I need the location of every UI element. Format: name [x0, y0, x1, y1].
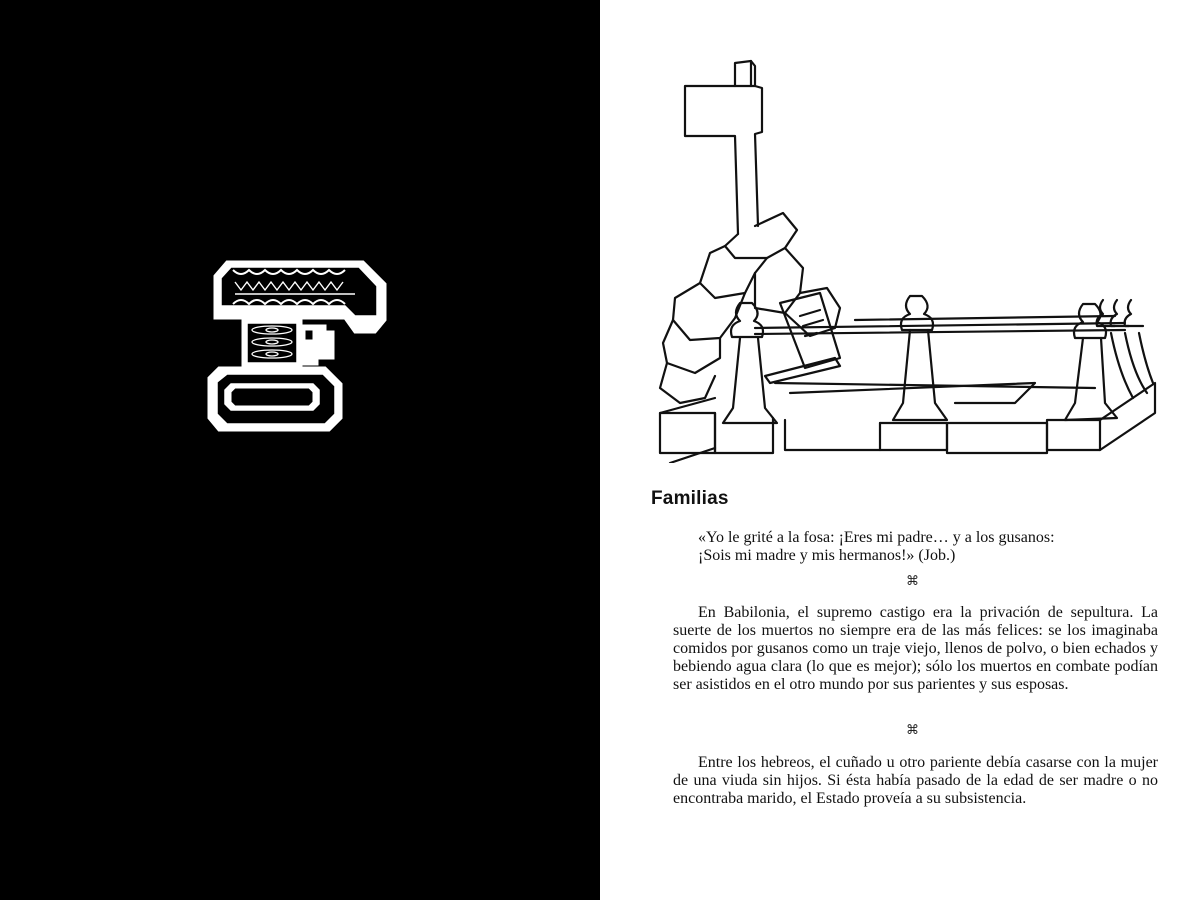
- epigraph-line-2: ¡Sois mi madre y mis hermanos!» (Job.): [698, 547, 956, 564]
- separator-ornament-icon: ⌘: [906, 723, 919, 738]
- epigraph: [698, 529, 1138, 565]
- grave-illustration-icon: [655, 58, 1160, 463]
- epigraph-line-1: «Yo le grité a la fosa: ¡Eres mi padre… y a los gusanos:: [698, 529, 1055, 546]
- ornamental-initial-icon: [205, 258, 393, 433]
- paragraph-babilonia: En Babilonia, el supremo castigo era la privación de sepultura. La suerte de los muertos no siempre era de las más felices: se los imaginaba comidos por gusanos como un traje viejo, llenos de polvo, o bien echados y bebiendo agua clara (lo que es mejor); sólo los muertos en combate podían ser asistidos en el otro mundo por sus parientes y sus esposas.: [673, 604, 1158, 693]
- paragraph-hebreos: Entre los hebreos, el cuñado u otro pariente debía casarse con la mujer de una viuda sin hijos. Si ésta había pasado de la edad de ser madre o no encontraba marido, el Estado proveía a su subsistencia.: [673, 754, 1158, 807]
- section-heading: Familias: [651, 488, 729, 509]
- separator-ornament-icon: ⌘: [906, 574, 919, 589]
